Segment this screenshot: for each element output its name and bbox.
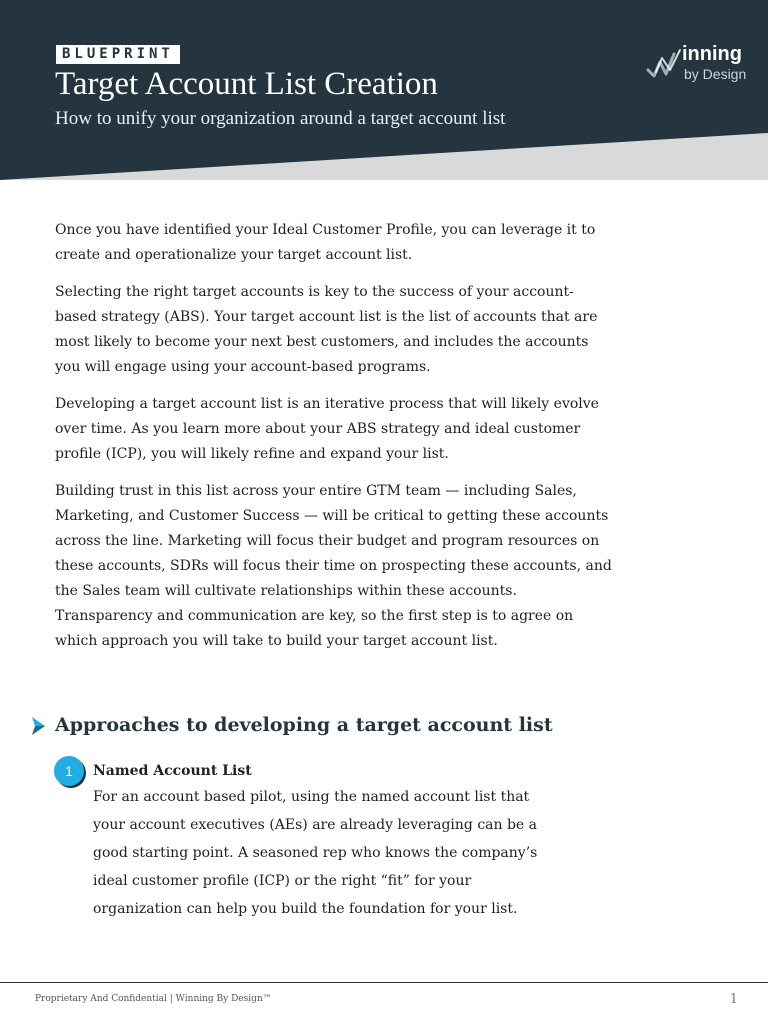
footer-confidential-text: Proprietary And Confidential | Winning By Design™ bbox=[35, 994, 272, 1004]
section-arrow-icon bbox=[30, 716, 46, 736]
approaches-section-heading bbox=[30, 708, 730, 742]
step-title: Named Account List bbox=[93, 763, 252, 779]
footer-divider bbox=[0, 982, 768, 983]
page-subtitle: How to unify your organization around a target account list bbox=[55, 108, 506, 129]
step-description: For an account based pilot, using the named account list that your account executives (AEs) are already leveraging can be a good starting point. A seasoned rep who knows the company’s ideal customer profile (ICP) or the right “fit” for your organization can help you build the foundation for your list. bbox=[93, 789, 538, 917]
paragraph: Developing a target account list is an iterative process that will likely evolve over time. As you learn more about your ABS strategy and ideal customer profile (ICP), you will likely refine and expand your list. bbox=[55, 396, 599, 462]
logo-wordmark: inning bbox=[682, 43, 742, 65]
page-title: Target Account List Creation bbox=[55, 66, 438, 102]
blueprint-badge: BLUEPRINT bbox=[56, 45, 180, 64]
paragraph: Selecting the right target accounts is key to the success of your account-based strategy (ABS). Your target account list is the list of accounts that are most likely to become your next best customers, and includes the accounts you will engage using your account-based programs. bbox=[55, 284, 598, 375]
logo-w-mark-icon bbox=[646, 48, 684, 78]
page-number: 1 bbox=[729, 992, 738, 1007]
winning-by-design-logo bbox=[646, 40, 756, 84]
paragraph: Building trust in this list across your entire GTM team — including Sales, Marketing, and Customer Success — will be critical to getting these accounts across the line. Marketing will focus their budget and program resources on these accounts, SDRs will focus their time on prospecting these accounts, and the Sales team will cultivate relationships within these accounts. Transparency and communication are key, so the first step is to agree on which approach you will take to build your target account list. bbox=[55, 483, 612, 649]
step-number-badge: 1 bbox=[54, 756, 84, 786]
intro-text bbox=[55, 218, 615, 666]
logo-tagline: by Design bbox=[684, 66, 747, 82]
page-header bbox=[0, 0, 768, 180]
section-title: Approaches to developing a target account list bbox=[55, 714, 553, 736]
paragraph: Once you have identified your Ideal Customer Profile, you can leverage it to create and operationalize your target account list. bbox=[55, 222, 596, 263]
